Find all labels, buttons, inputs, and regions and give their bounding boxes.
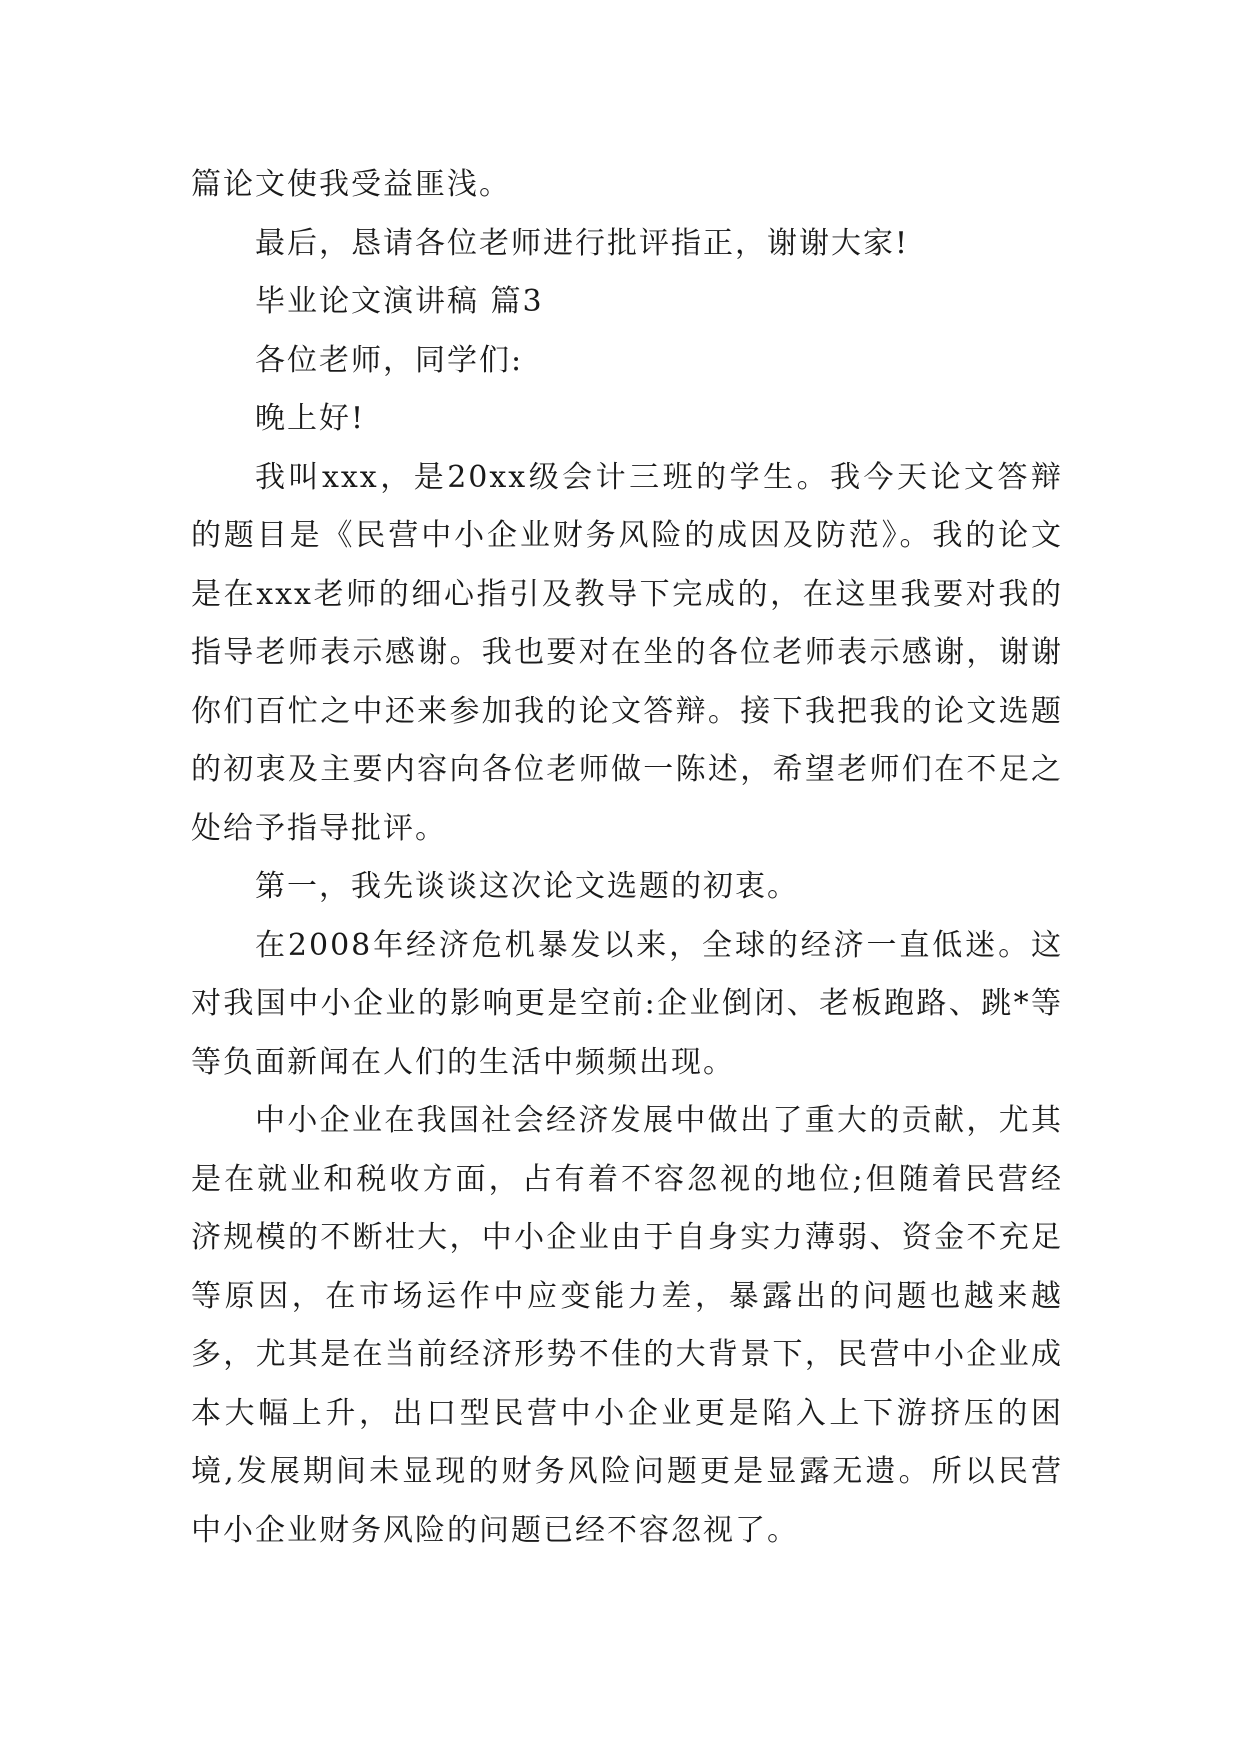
paragraph-introduction: 我叫xxx，是20xx级会计三班的学生。我今天论文答辩的题目是《民营中小企业财务风险的成因及防范》。我的论文是在xxx老师的细心指引及教导下完成的，在这里我要对我的指导老师表示感谢。我也要对在坐的各位老师表示感谢，谢谢你们百忙之中还来参加我的论文答辩。接下我把我的论文选题的初衷及主要内容向各位老师做一陈述，希望老师们在不足之处给予指导批评。 [191, 459, 1063, 846]
paragraph-greeting: 晚上好! [255, 401, 366, 436]
paragraph-first-point: 第一，我先谈谈这次论文选题的初衷。 [255, 869, 799, 904]
paragraph-continuation: 篇论文使我受益匪浅。 [191, 167, 511, 202]
paragraph-salutation: 各位老师，同学们: [255, 342, 524, 378]
document-body [191, 156, 1063, 1560]
paragraph-sme-analysis: 中小企业在我国社会经济发展中做出了重大的贡献，尤其是在就业和税收方面，占有着不容忽视的地位;但随着民营经济规模的不断壮大，中小企业由于自身实力薄弱、资金不充足等原因，在市场运作中应变能力差，暴露出的问题也越来越多，尤其是在当前经济形势不佳的大背景下，民营中小企业成本大幅上升，出口型民营中小企业更是陷入上下游挤压的困境,发展期间未显现的财务风险问题更是显露无遗。所以民营中小企业财务风险的问题已经不容忽视了。 [191, 1103, 1063, 1548]
paragraph-background: 在2008年经济危机暴发以来，全球的经济一直低迷。这对我国中小企业的影响更是空前:企业倒闭、老板跑路、跳*等等负面新闻在人们的生活中频频出现。 [191, 927, 1063, 1080]
paragraph-closing-remark: 最后，恳请各位老师进行批评指正，谢谢大家! [255, 225, 910, 261]
section-heading: 毕业论文演讲稿 篇3 [255, 284, 544, 319]
